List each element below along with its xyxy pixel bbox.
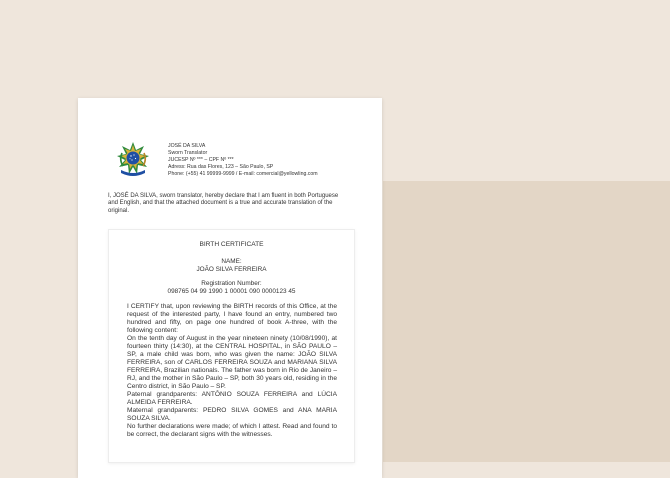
registration-label: Registration Number: [201,280,262,287]
translator-declaration: I, JOSÉ DA SILVA, sworn translator, hereby declare that I am fluent in both Portuguese and English, and that the attached document is a true and accurate translation of the original. [108,193,339,214]
certificate-paragraph: On the tenth day of August in the year nineteen ninety (10/08/1990), at fourteen thirty (14:30), at the CENTRAL HOSPITAL, in SÃO PAULO – SP, a male child was born, who was given the name: JOÃO SILVA FERREIRA, son of CARLOS FERREIRA SOUZA and MARIANA SILVA FERREIRA, Brazilian nationals. The father was born in Rio de Janeiro – RJ, and the mother in São Paulo – SP, both 30 years old, residing in the Centro district, in São Paulo – SP. [127,335,337,390]
translator-address: Adress: Rua das Flores, 123 – São Paulo, SP [168,164,274,170]
name-value: JOÃO SILVA FERREIRA [196,265,267,273]
registration-value: 098765 04 99 1990 1 00001 090 0000123 45 [167,287,296,295]
translator-name: JOSÉ DA SILVA [168,143,206,149]
background-band [383,181,670,462]
translator-registration: JUCESP Nº *** – CPF Nº *** [168,157,234,163]
birth-certificate-card [108,229,355,463]
certificate-paragraph: No further declarations were made; of which I attest. Read and found to be correct, the declarant signs with the witnesses. [127,423,337,438]
certificate-paragraph: I CERTIFY that, upon reviewing the BIRTH records of this Office, at the request of the interested party, I have found an entry, numbered two hundred and fifty, on page one hundred of book A-three, with the following content: [127,303,337,334]
translator-contact: Phone: (+55) 41 99999-9999 / E-mail: comercial@yellowling.com [168,171,318,177]
certificate-paragraph: Maternal grandparents: PEDRO SILVA GOMES and ANA MARIA SOUZA SILVA. [127,407,337,422]
translator-header [168,143,368,178]
certificate-body [127,303,337,439]
coat-of-arms-icon [113,140,153,180]
name-label: NAME: [221,258,242,265]
certificate-name-block [109,258,354,273]
certificate-paragraph: Paternal grandparents: ANTÔNIO SOUZA FERREIRA and LÚCIA ALMEIDA FERREIRA. [127,391,337,406]
certificate-title: BIRTH CERTIFICATE [199,241,264,248]
certificate-registration-block [109,280,354,295]
translator-role: Sworn Translator [168,150,208,156]
